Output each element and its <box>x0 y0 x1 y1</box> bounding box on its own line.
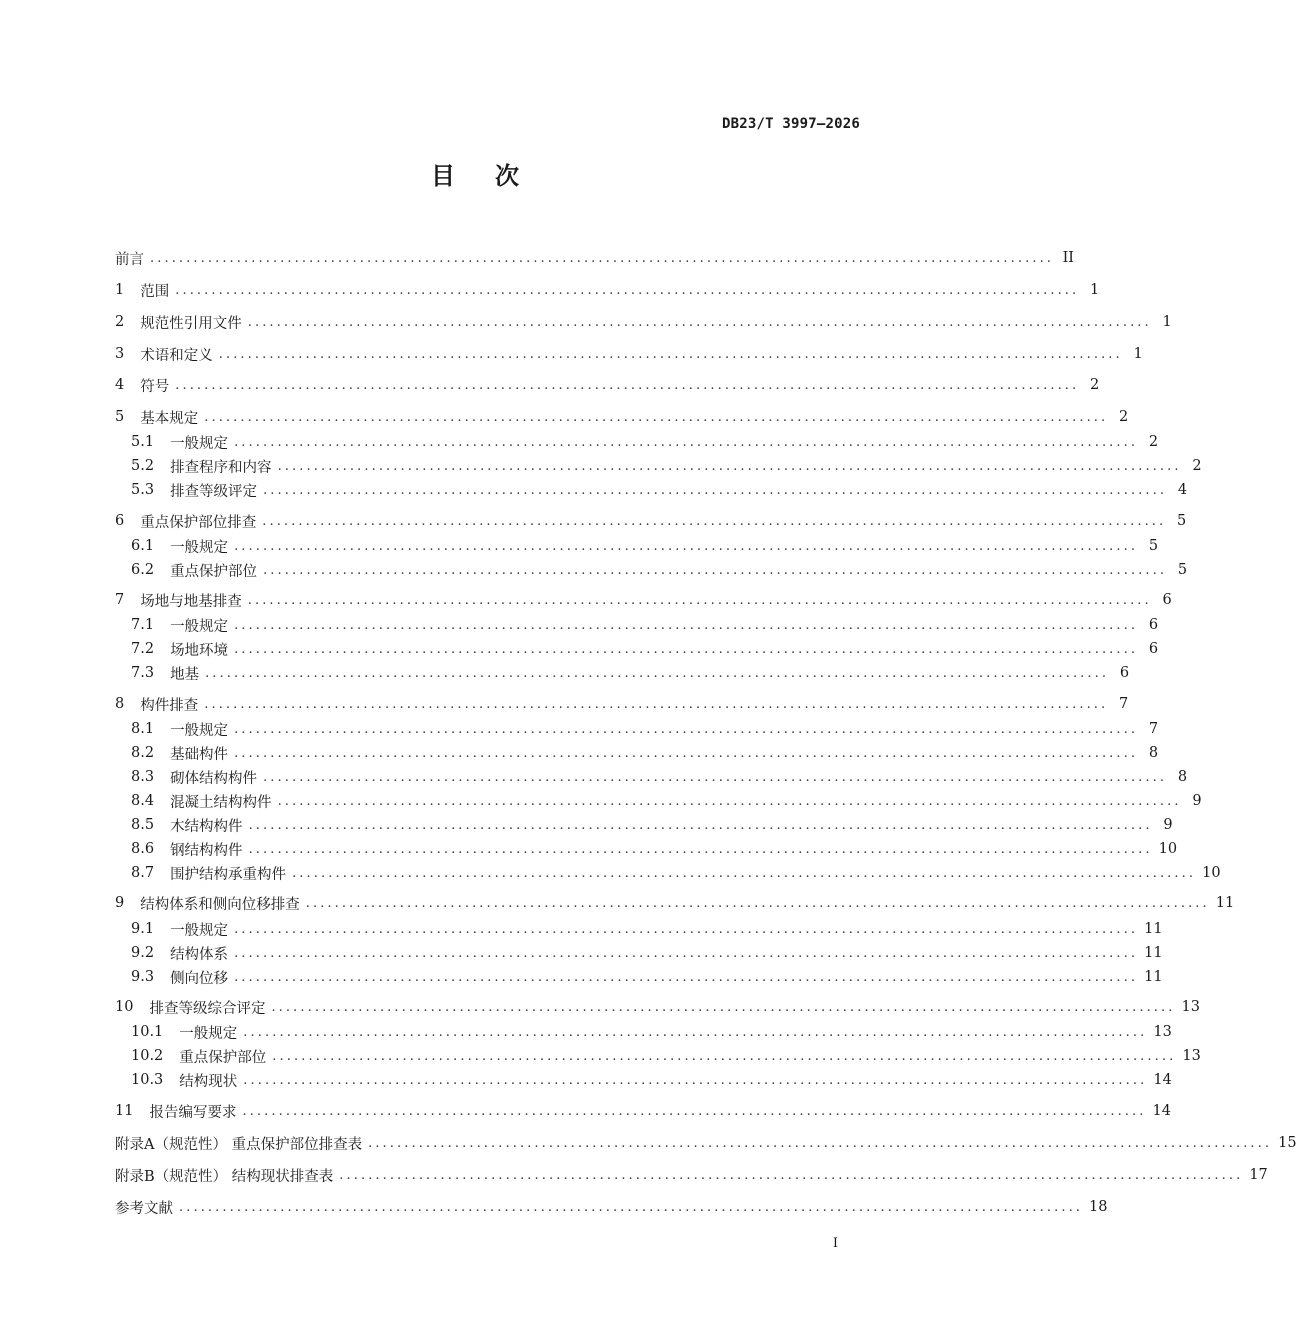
toc-entry-page: II <box>1062 250 1075 266</box>
toc-entry-page: 1 <box>1133 346 1143 362</box>
toc-entry-page: 11 <box>1144 921 1163 937</box>
toc-entry-label: 结构体系和侧向位移排查 <box>140 896 300 913</box>
toc-leader-dots: ............................................................................................................................. <box>292 865 1197 881</box>
toc-entry[interactable] <box>131 559 1188 581</box>
toc-leader-dots: ............................................................................................................................. <box>234 969 1139 985</box>
toc-entry-page: 1 <box>1162 314 1172 330</box>
document-code: DB23/T 3997—2026 <box>721 116 860 132</box>
toc-entry[interactable] <box>115 892 1235 914</box>
toc-entry-label: 场地与地基排查 <box>140 593 242 610</box>
toc-entry[interactable] <box>131 638 1159 660</box>
toc-leader-dots: ............................................................................................................................. <box>204 696 1109 712</box>
toc-entry-page: 2 <box>1119 409 1129 425</box>
toc-entry-label: 基本规定 <box>140 410 199 427</box>
toc-leader-dots: ............................................................................................................................. <box>271 999 1176 1015</box>
toc-entry-page: 6 <box>1162 592 1172 608</box>
toc-leader-dots: ............................................................................................................................. <box>263 769 1168 785</box>
toc-entry-number: 5.3 <box>131 482 155 498</box>
toc-entry-page: 11 <box>1144 945 1163 961</box>
toc-entry-number: 8.5 <box>131 817 155 833</box>
toc-leader-dots: ............................................................................................................................. <box>263 482 1168 498</box>
toc-entry-number: 8.3 <box>131 769 155 785</box>
toc-entry[interactable] <box>115 279 1100 301</box>
toc-entry-label: 结构体系 <box>170 946 229 963</box>
toc-entry-number: 5.1 <box>131 434 155 450</box>
toc-entry-label: 规范性引用文件 <box>140 315 242 332</box>
toc-entry[interactable] <box>131 535 1159 557</box>
toc-entry-label: 基础构件 <box>170 746 229 763</box>
toc-entry-page: 2 <box>1192 458 1202 474</box>
toc-entry[interactable] <box>115 510 1187 532</box>
toc-entry-label: 一般规定 <box>170 539 229 556</box>
toc-entry-label: 排查等级评定 <box>170 483 258 500</box>
toc-entry-page: 1 <box>1090 282 1100 298</box>
toc-entry-number: 10.2 <box>131 1048 164 1064</box>
toc-entry-label: 一般规定 <box>179 1025 238 1042</box>
toc-entry-label: 一般规定 <box>170 922 229 939</box>
toc-entry[interactable] <box>115 589 1172 611</box>
toc-entry[interactable] <box>131 966 1163 988</box>
toc-leader-dots: ............................................................................................................................. <box>205 665 1110 681</box>
toc-entry-page: 2 <box>1090 377 1100 393</box>
toc-entry-number: 8.2 <box>131 745 155 761</box>
toc-entry[interactable] <box>115 311 1172 333</box>
toc-entry[interactable] <box>115 406 1129 428</box>
toc-entry-page: 5 <box>1177 513 1187 529</box>
toc-entry[interactable] <box>115 1100 1171 1122</box>
toc-leader-dots: ............................................................................................................................. <box>272 1048 1177 1064</box>
toc-entry-number: 9 <box>115 895 125 911</box>
toc-leader-dots: ............................................................................................................................. <box>179 1199 1084 1215</box>
toc-entry-number: 10 <box>115 999 134 1015</box>
toc-leader-dots: ............................................................................................................................. <box>234 641 1139 657</box>
toc-entry-number: 9.2 <box>131 945 155 961</box>
toc-entry[interactable] <box>131 918 1163 940</box>
toc-entry[interactable] <box>115 374 1100 396</box>
toc-entry-page: 14 <box>1153 1072 1172 1088</box>
toc-entry-number: 7.1 <box>131 617 155 633</box>
toc-entry[interactable] <box>131 614 1159 636</box>
toc-leader-dots: ............................................................................................................................. <box>234 921 1139 937</box>
toc-entry-label: 重点保护部位 <box>179 1049 267 1066</box>
toc-entry-page: 18 <box>1089 1199 1108 1215</box>
toc-entry[interactable] <box>115 1132 1297 1154</box>
toc-entry-number: 7.2 <box>131 641 155 657</box>
toc-entry-page: 8 <box>1177 769 1188 785</box>
toc-entry-label: 符号 <box>140 378 170 395</box>
toc-entry-label: 地基 <box>170 666 200 683</box>
toc-entry-number: 8.7 <box>131 865 155 881</box>
toc-leader-dots: ............................................................................................................................. <box>234 945 1139 961</box>
toc-entry-label: 重点保护部位排查 <box>140 514 257 531</box>
toc-entry-label: 围护结构承重构件 <box>170 866 287 883</box>
toc-entry-page: 17 <box>1249 1167 1268 1183</box>
toc-entry-number: 9.1 <box>131 921 155 937</box>
toc-entry-page: 15 <box>1278 1135 1297 1151</box>
toc-entry-number: 6.2 <box>131 562 155 578</box>
toc-entry[interactable] <box>131 742 1159 764</box>
toc-entry-page: 8 <box>1148 745 1159 761</box>
toc-entry-number: 9.3 <box>131 969 155 985</box>
toc-entry-page: 13 <box>1181 999 1200 1015</box>
toc-entry[interactable] <box>131 479 1188 501</box>
toc-leader-dots: ............................................................................................................................. <box>263 562 1168 578</box>
toc-entry-page: 11 <box>1215 895 1235 911</box>
toc-entry[interactable] <box>131 431 1159 453</box>
toc-entry-label: 重点保护部位 <box>170 563 258 580</box>
toc-entry[interactable] <box>131 1045 1201 1067</box>
toc-entry-page: 13 <box>1182 1048 1201 1064</box>
toc-entry[interactable] <box>131 718 1159 740</box>
toc-entry-label: 构件排查 <box>140 697 199 714</box>
toc-entry[interactable] <box>115 996 1200 1018</box>
toc-leader-dots: ............................................................................................................................. <box>247 592 1152 608</box>
toc-leader-dots: ............................................................................................................................. <box>243 1024 1148 1040</box>
toc-entry-label: 报告编写要求 <box>149 1104 237 1121</box>
toc-entry-number: 1 <box>115 282 125 298</box>
toc-entry-number: 6.1 <box>131 538 155 554</box>
toc-entry[interactable] <box>131 1069 1172 1091</box>
toc-entry-label: 一般规定 <box>170 722 229 739</box>
toc-entry-label: 范围 <box>140 283 170 300</box>
toc-leader-dots: ............................................................................................................................. <box>305 895 1210 911</box>
toc-entry-label: 场地环境 <box>170 642 229 659</box>
toc-entry-number: 7 <box>115 592 125 608</box>
toc-entry-label: 砌体结构构件 <box>170 770 258 787</box>
toc-entry-page: 7 <box>1148 721 1159 737</box>
toc-entry-label: 一般规定 <box>170 435 229 452</box>
toc-entry-number: 8.1 <box>131 721 155 737</box>
toc-entry-page: 7 <box>1119 696 1129 712</box>
toc-leader-dots: ............................................................................................................................. <box>243 1072 1148 1088</box>
toc-leader-dots: ............................................................................................................................. <box>234 617 1139 633</box>
toc-leader-dots: ............................................................................................................................. <box>277 458 1182 474</box>
toc-leader-dots: ............................................................................................................................. <box>234 538 1139 554</box>
toc-entry[interactable] <box>131 838 1178 860</box>
toc-entry-label: 前言 <box>115 251 144 268</box>
toc-entry-number: 7.3 <box>131 665 155 681</box>
toc-entry[interactable] <box>131 1021 1172 1043</box>
toc-entry-number: 5.2 <box>131 458 155 474</box>
toc-leader-dots: ............................................................................................................................. <box>277 793 1182 809</box>
toc-entry-label: 一般规定 <box>170 618 229 635</box>
toc-entry-page: 6 <box>1148 617 1159 633</box>
toc-entry[interactable] <box>115 1164 1268 1186</box>
toc-entry-number: 10.3 <box>131 1072 164 1088</box>
toc-entry[interactable] <box>131 766 1188 788</box>
toc-entry[interactable] <box>131 455 1202 477</box>
toc-entry-page: 4 <box>1177 482 1188 498</box>
toc-entry-number: 4 <box>115 377 125 393</box>
toc-entry[interactable] <box>131 790 1202 812</box>
toc-entry-page: 11 <box>1144 969 1163 985</box>
toc-leader-dots: ............................................................................................................................. <box>339 1167 1244 1183</box>
toc-entry-number: 6 <box>115 513 125 529</box>
toc-leader-dots: ............................................................................................................................. <box>150 250 1055 266</box>
toc-entry-number: 3 <box>115 346 125 362</box>
page-number: I <box>832 1236 838 1251</box>
toc-entry-page: 5 <box>1177 562 1188 578</box>
toc-entry[interactable] <box>131 814 1173 836</box>
toc-entry-number: 11 <box>115 1103 134 1119</box>
toc-entry-label: 木结构构件 <box>170 818 243 835</box>
toc-entry-label: 参考文献 <box>115 1200 173 1217</box>
toc-entry-label: 排查等级综合评定 <box>149 1000 266 1017</box>
toc-entry-page: 2 <box>1148 434 1159 450</box>
toc-leader-dots: ............................................................................................................................. <box>242 1103 1147 1119</box>
toc-entry-label: 侧向位移 <box>170 970 229 987</box>
toc-entry-page: 14 <box>1152 1103 1171 1119</box>
toc-entry-number: 5 <box>115 409 125 425</box>
toc-entry[interactable] <box>131 942 1163 964</box>
toc-entry-label: 附录A（规范性） 重点保护部位排查表 <box>115 1136 363 1153</box>
toc-entry-label: 排查程序和内容 <box>170 459 272 476</box>
toc-entry-page: 10 <box>1158 841 1178 857</box>
toc-entry-page: 10 <box>1202 865 1221 881</box>
toc-entry-label: 混凝土结构构件 <box>170 794 272 811</box>
toc-entry-label: 附录B（规范性） 结构现状排查表 <box>115 1168 334 1185</box>
toc-leader-dots: ............................................................................................................................. <box>175 377 1080 393</box>
toc-entry-label: 术语和定义 <box>140 347 213 364</box>
toc-leader-dots: ............................................................................................................................. <box>368 1135 1273 1151</box>
toc-entry-page: 9 <box>1192 793 1202 809</box>
toc-entry-number: 8.4 <box>131 793 155 809</box>
toc-entry-number: 8 <box>115 696 125 712</box>
toc-leader-dots: ............................................................................................................................. <box>248 817 1153 833</box>
toc-entry[interactable] <box>131 662 1130 684</box>
toc-leader-dots: ............................................................................................................................. <box>234 434 1139 450</box>
toc-entry-page: 13 <box>1153 1024 1172 1040</box>
toc-entry[interactable] <box>115 247 1075 269</box>
toc-entry[interactable] <box>115 693 1129 715</box>
toc-entry-page: 9 <box>1163 817 1173 833</box>
toc-entry-number: 10.1 <box>131 1024 164 1040</box>
toc-leader-dots: ............................................................................................................................. <box>247 314 1152 330</box>
toc-entry-number: 2 <box>115 314 125 330</box>
toc-entry-label: 钢结构构件 <box>170 842 243 859</box>
toc-leader-dots: ............................................................................................................................. <box>204 409 1109 425</box>
toc-entry-page: 6 <box>1148 641 1159 657</box>
toc-entry-number: 8.6 <box>131 841 155 857</box>
toc-leader-dots: ............................................................................................................................. <box>262 513 1167 529</box>
toc-leader-dots: ............................................................................................................................. <box>234 745 1139 761</box>
toc-entry-page: 5 <box>1148 538 1159 554</box>
toc-entry-label: 结构现状 <box>179 1073 238 1090</box>
toc-leader-dots: ............................................................................................................................. <box>234 721 1139 737</box>
toc-entry[interactable] <box>115 343 1143 365</box>
toc-entry[interactable] <box>131 862 1221 884</box>
toc-leader-dots: ............................................................................................................................. <box>248 841 1153 857</box>
toc-title: 目次 <box>431 162 559 190</box>
toc-entry-page: 6 <box>1119 665 1130 681</box>
toc-leader-dots: ............................................................................................................................. <box>175 282 1080 298</box>
toc-leader-dots: ............................................................................................................................. <box>218 346 1123 362</box>
toc-entry[interactable] <box>115 1196 1108 1218</box>
